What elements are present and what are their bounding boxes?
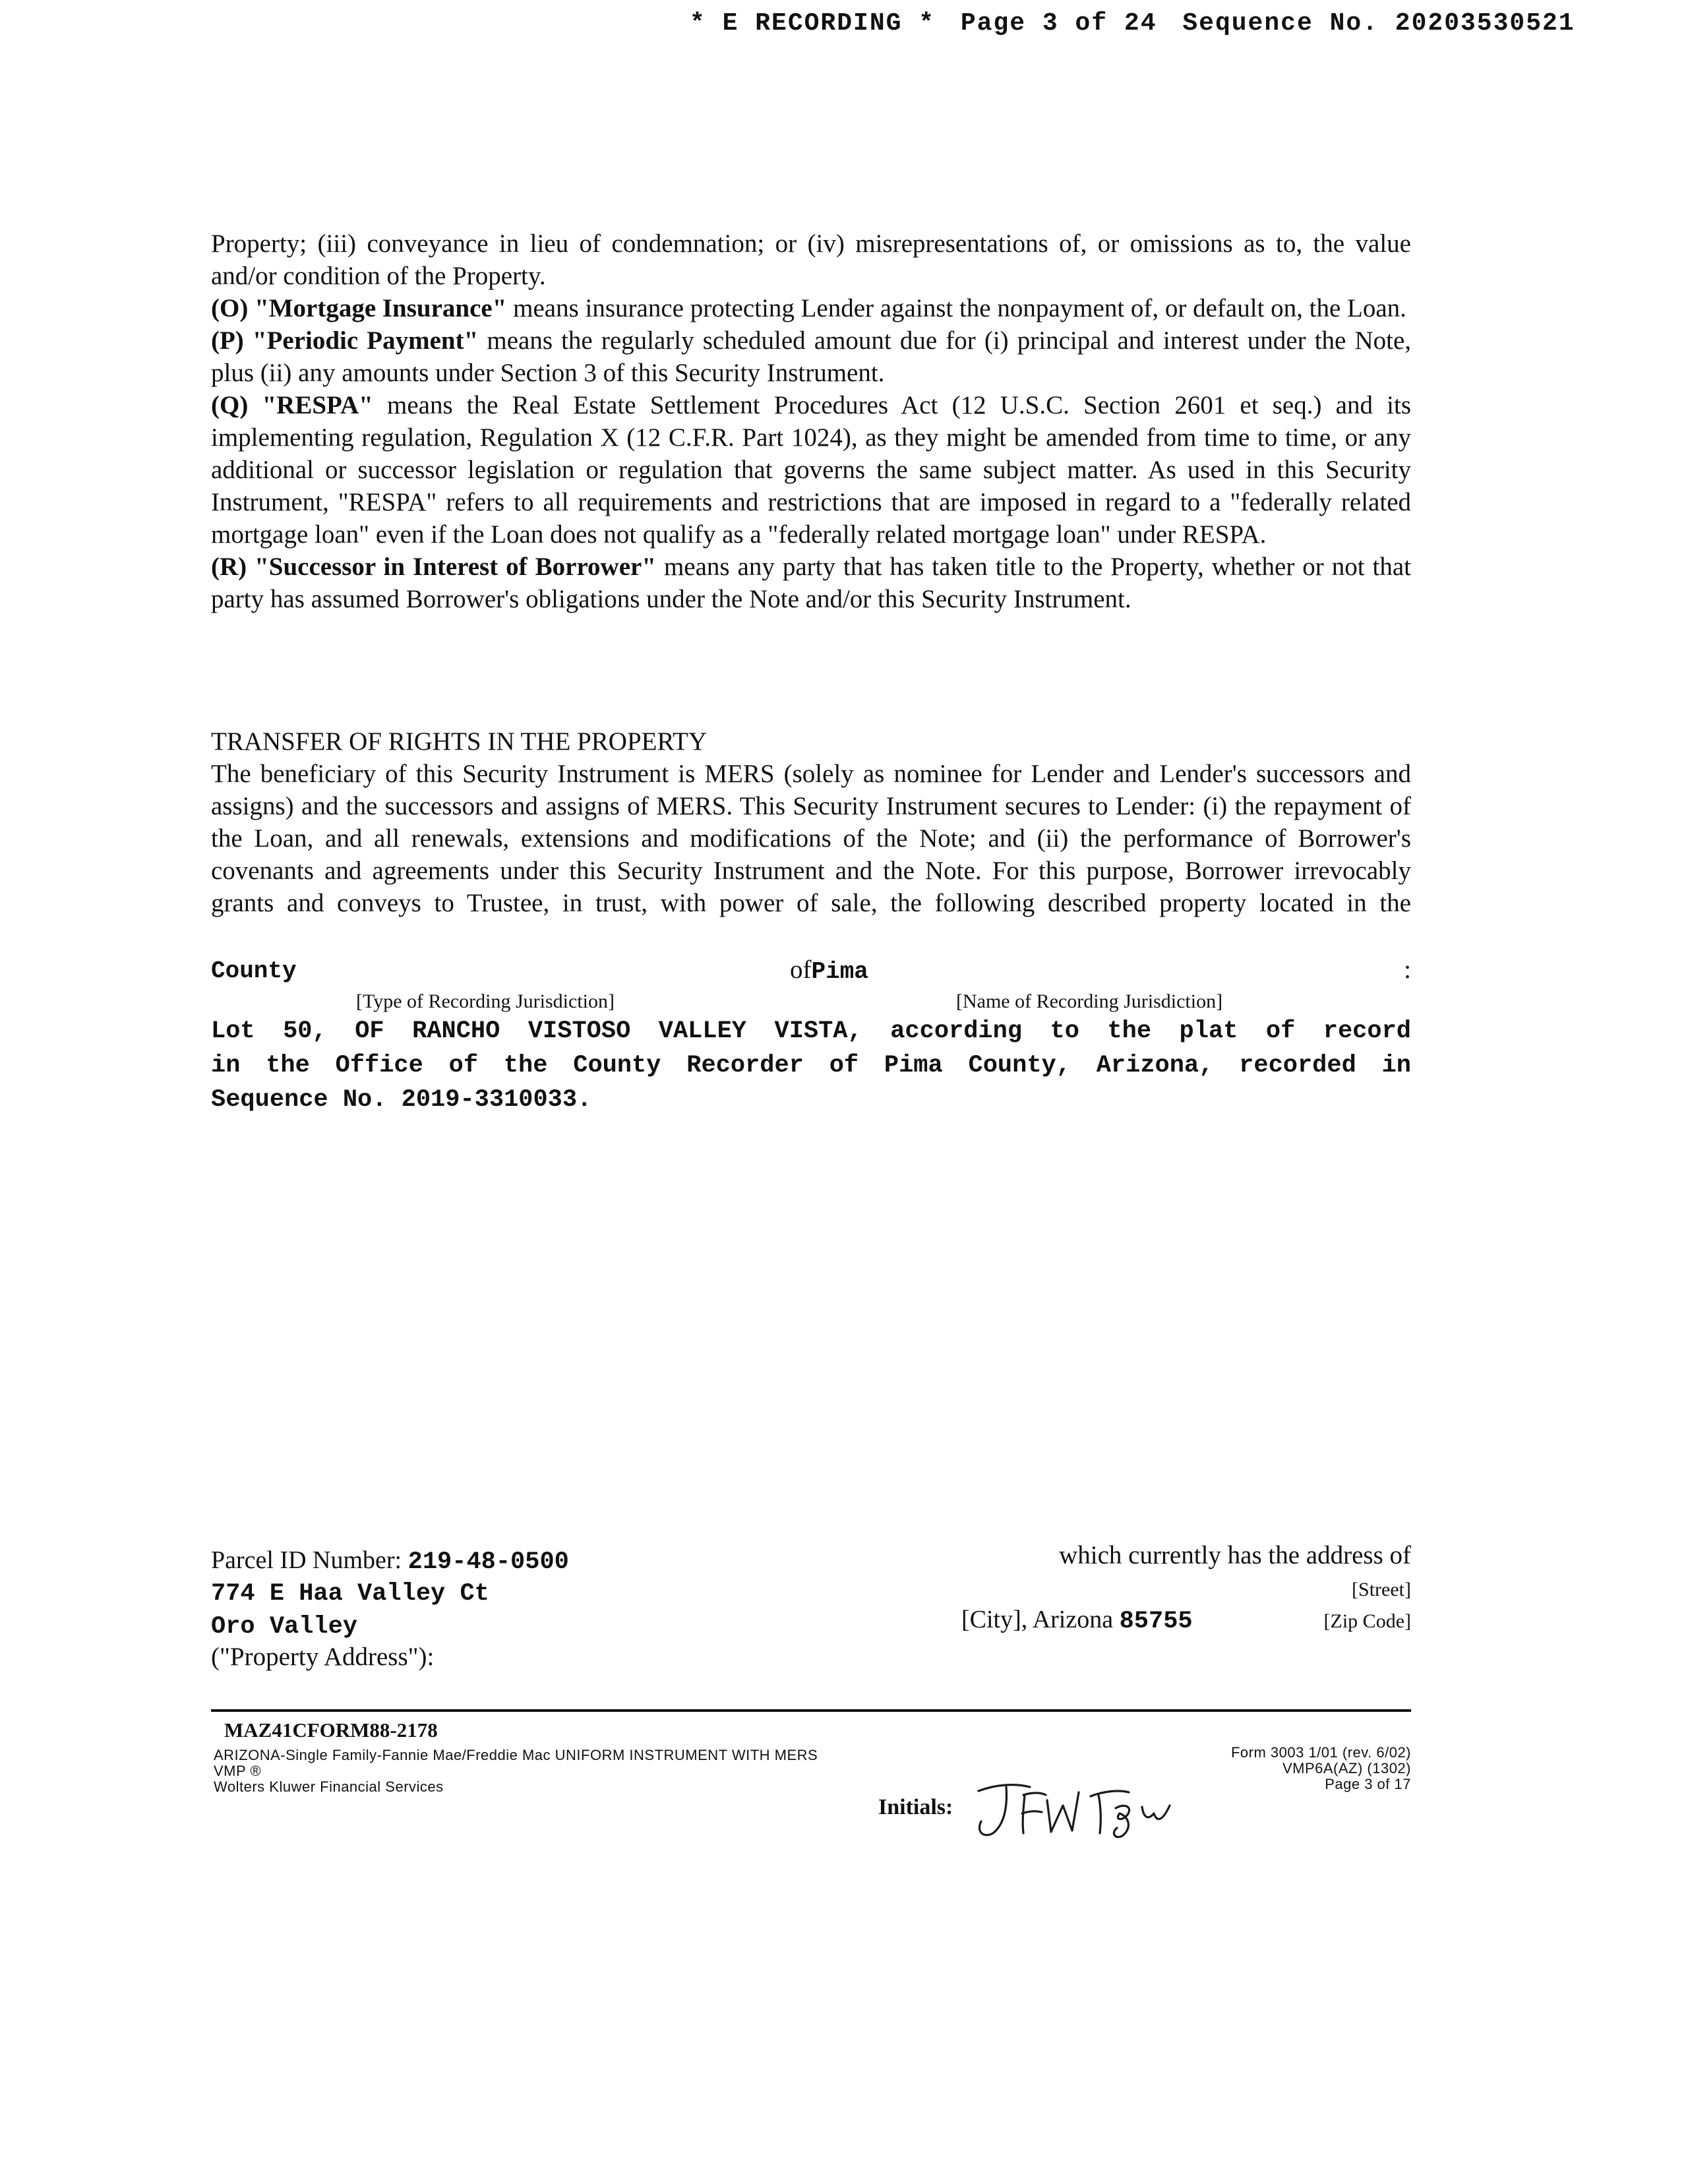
sequence-number: Sequence No. 20203530521 bbox=[1182, 9, 1575, 38]
recording-stamp: * E RECORDING * bbox=[690, 9, 936, 38]
legal-description bbox=[211, 1014, 1411, 1117]
initials-label: Initials: bbox=[878, 1795, 953, 1819]
definition-p-term: "Periodic Payment" bbox=[252, 326, 479, 355]
jurisdiction-name-line bbox=[790, 955, 868, 985]
definition-r-text: means any party that has taken title to the Property, whether or not that party has assumed Borrower's obligations under the Note and/or this Security Instrument. bbox=[211, 553, 1412, 613]
address-note: which currently has the address of bbox=[1059, 1541, 1411, 1569]
zip-code-label: [Zip Code] bbox=[1323, 1610, 1411, 1632]
legal-description-line-2: in the Office of the County Recorder of Pima County, Arizona, recorded in bbox=[211, 1052, 1411, 1079]
definition-continuation: Property; (iii) conveyance in lieu of condemnation; or (iv) misrepresentations of, or omissions as to, the value and/or condition of the Property. bbox=[211, 229, 1411, 290]
definition-q bbox=[211, 389, 1411, 551]
street-address: 774 E Haa Valley Ct bbox=[211, 1580, 489, 1608]
form-page-number: Page 3 of 17 bbox=[1325, 1776, 1411, 1792]
parcel-id bbox=[211, 1546, 569, 1576]
definitions-section bbox=[211, 228, 1411, 615]
legal-description-line-1: Lot 50, OF RANCHO VISTOSO VALLEY VISTA, according to the plat of record bbox=[211, 1017, 1411, 1045]
jurisdiction-type: County bbox=[211, 957, 297, 985]
of-word: of bbox=[790, 956, 812, 984]
definition-r bbox=[211, 551, 1411, 615]
definition-p-label: (P) bbox=[211, 326, 244, 355]
vmp-code: VMP6A(AZ) (1302) bbox=[1282, 1760, 1411, 1776]
definition-r-label: (R) bbox=[211, 553, 247, 581]
page-indicator: Page 3 of 24 bbox=[960, 9, 1157, 38]
definition-o-label: (O) bbox=[211, 294, 249, 322]
property-address-label: ("Property Address"): bbox=[211, 1643, 435, 1671]
definition-q-label: (Q) bbox=[211, 391, 249, 419]
jurisdiction-name: Pima bbox=[811, 958, 868, 985]
definition-q-text: means the Real Estate Settlement Procedures Act (12 U.S.C. Section 2601 et seq.) and its implementing regulation, Regulation X (12 C.F.R. Part 1024), as they might be amended from time to time, or any additional or successor legislation or regulation that governs the same subject matter. As used in this Security Instrument, "RESPA" refers to all requirements and restrictions that are imposed in regard to a "federally related mortgage loan" even if the Loan does not qualify as a "federally related mortgage loan" under RESPA. bbox=[211, 391, 1412, 549]
jurisdiction-line bbox=[211, 955, 1411, 984]
definition-o bbox=[211, 292, 1411, 324]
city-state-zip bbox=[961, 1605, 1193, 1635]
initials-signature bbox=[969, 1773, 1187, 1845]
colon: : bbox=[1404, 956, 1411, 984]
definition-r-term: "Successor in Interest of Borrower" bbox=[255, 553, 656, 581]
transfer-paragraph: The beneficiary of this Security Instrument is MERS (solely as nominee for Lender and Lender's successors and assigns) and the successors and assigns of MERS. This Security Instrument secures to Lender: (i) the repayment of the Loan, and all renewals, extensions and modifications of the Note; and (ii) the performance of Borrower's covenants and agreements under this Security Instrument and the Note. For this purpose, Borrower irrevocably grants and conveys to Trustee, in trust, with power of sale, the following described property located in the bbox=[211, 760, 1411, 917]
legal-description-line-3: Sequence No. 2019-3310033. bbox=[211, 1086, 592, 1114]
form-title: ARIZONA-Single Family-Fannie Mae/Freddie Mac UNIFORM INSTRUMENT WITH MERS bbox=[214, 1747, 818, 1763]
definition-p bbox=[211, 324, 1411, 389]
zip-code: 85755 bbox=[1119, 1608, 1193, 1635]
city-label: [City], bbox=[961, 1606, 1028, 1633]
form-number: Form 3003 1/01 (rev. 6/02) bbox=[1230, 1744, 1411, 1761]
definition-p-text: means the regularly scheduled amount due for (i) principal and interest under the Note, plus (ii) any amounts under Section 3 of this Security Instrument. bbox=[211, 326, 1412, 387]
section-heading: TRANSFER OF RIGHTS IN THE PROPERTY bbox=[211, 727, 708, 756]
vmp-mark: VMP ® bbox=[214, 1763, 262, 1779]
parcel-id-label: Parcel ID Number: bbox=[211, 1546, 402, 1574]
publisher: Wolters Kluwer Financial Services bbox=[214, 1778, 444, 1795]
type-of-jurisdiction-label: [Type of Recording Jurisdiction] bbox=[356, 990, 615, 1012]
parcel-id-number: 219-48-0500 bbox=[407, 1548, 569, 1576]
form-code: MAZ41CFORM88-2178 bbox=[224, 1718, 438, 1742]
definition-o-term: "Mortgage Insurance" bbox=[255, 294, 507, 322]
footer-divider bbox=[211, 1709, 1411, 1712]
form-description bbox=[214, 1747, 818, 1795]
definition-q-term: "RESPA" bbox=[262, 391, 373, 419]
definition-o-text: means insurance protecting Lender against the nonpayment of, or default on, the Loan. bbox=[513, 294, 1406, 322]
state-name: Arizona bbox=[1032, 1606, 1114, 1633]
recording-header bbox=[690, 9, 1584, 38]
name-of-jurisdiction-label: [Name of Recording Jurisdiction] bbox=[956, 990, 1223, 1012]
street-label: [Street] bbox=[1352, 1579, 1411, 1600]
city-name: Oro Valley bbox=[211, 1613, 358, 1641]
form-number-block bbox=[1231, 1745, 1411, 1792]
